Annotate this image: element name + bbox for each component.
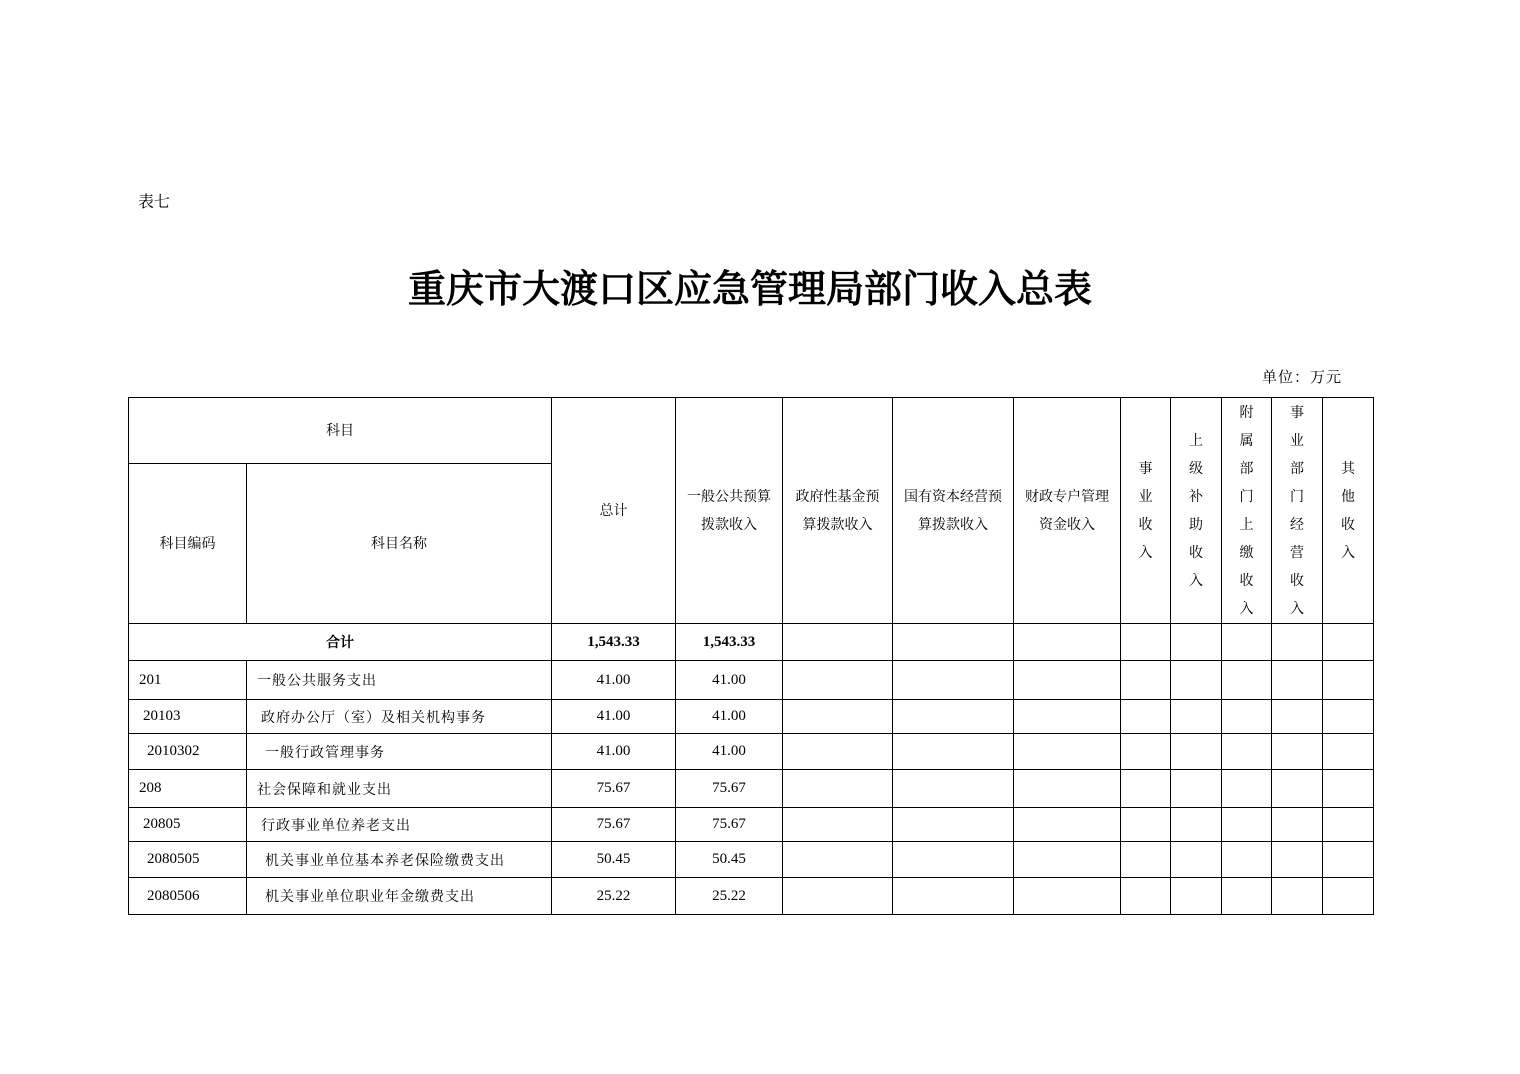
row-empty-cell — [1171, 734, 1222, 770]
row-empty-cell — [1323, 734, 1374, 770]
row-empty-cell — [1323, 878, 1374, 915]
header-other-income: 其他收入 — [1323, 398, 1374, 624]
row-empty-cell — [1171, 808, 1222, 842]
table-row — [129, 842, 1374, 878]
row-empty-cell — [893, 770, 1014, 808]
header-gov-fund: 政府性基金预算拨款收入 — [783, 398, 893, 624]
row-empty-cell — [1014, 661, 1121, 700]
row-empty-cell — [1323, 842, 1374, 878]
row-empty-cell — [1121, 842, 1171, 878]
row-general-budget: 75.67 — [676, 770, 783, 808]
row-empty-cell — [1222, 770, 1272, 808]
total-total: 1,543.33 — [552, 624, 676, 661]
row-empty-cell — [1171, 842, 1222, 878]
row-general-budget: 25.22 — [676, 878, 783, 915]
row-empty-cell — [1121, 700, 1171, 734]
row-code: 2010302 — [129, 734, 247, 770]
row-empty-cell — [1272, 734, 1323, 770]
row-total: 41.00 — [552, 700, 676, 734]
unit-label: 单位：万元 — [1261, 368, 1342, 386]
row-empty-cell — [893, 700, 1014, 734]
row-empty-cell — [1222, 661, 1272, 700]
row-empty-cell — [783, 842, 893, 878]
row-empty-cell — [1014, 842, 1121, 878]
row-empty-cell — [1323, 661, 1374, 700]
row-empty-cell — [1014, 700, 1121, 734]
row-empty-cell — [893, 661, 1014, 700]
total-general-budget: 1,543.33 — [676, 624, 783, 661]
header-state-capital: 国有资本经营预算拨款收入 — [893, 398, 1014, 624]
row-empty-cell — [1121, 661, 1171, 700]
row-empty-cell — [1272, 700, 1323, 734]
row-name: 一般行政管理事务 — [247, 734, 552, 770]
row-total: 41.00 — [552, 661, 676, 700]
row-code: 208 — [129, 770, 247, 808]
row-empty-cell — [1171, 661, 1222, 700]
row-empty-cell — [1272, 808, 1323, 842]
row-general-budget: 50.45 — [676, 842, 783, 878]
row-empty-cell — [1222, 808, 1272, 842]
row-total: 25.22 — [552, 878, 676, 915]
total-row — [129, 624, 1374, 661]
row-empty-cell — [1121, 808, 1171, 842]
header-affiliated-turnover: 附属部门上缴收入 — [1222, 398, 1272, 624]
row-empty-cell — [1171, 770, 1222, 808]
header-special-fund: 财政专户管理资金收入 — [1014, 398, 1121, 624]
header-business-operation: 事业部门经营收入 — [1272, 398, 1323, 624]
row-code: 20805 — [129, 808, 247, 842]
row-empty-cell — [893, 808, 1014, 842]
row-empty-cell — [1121, 770, 1171, 808]
total-label: 合计 — [129, 624, 552, 661]
row-empty-cell — [893, 878, 1014, 915]
row-name: 社会保障和就业支出 — [247, 770, 552, 808]
row-empty-cell — [1323, 808, 1374, 842]
row-general-budget: 41.00 — [676, 661, 783, 700]
row-name: 机关事业单位职业年金缴费支出 — [247, 878, 552, 915]
row-empty-cell — [1121, 878, 1171, 915]
row-empty-cell — [783, 878, 893, 915]
row-empty-cell — [1323, 770, 1374, 808]
row-total: 41.00 — [552, 734, 676, 770]
header-general-budget: 一般公共预算拨款收入 — [676, 398, 783, 624]
table-row — [129, 734, 1374, 770]
row-empty-cell — [1272, 842, 1323, 878]
table-number-label: 表七 — [138, 192, 171, 211]
row-empty-cell — [1121, 734, 1171, 770]
income-summary-table — [128, 397, 1374, 915]
table-row — [129, 700, 1374, 734]
row-name: 一般公共服务支出 — [247, 661, 552, 700]
row-empty-cell — [1171, 700, 1222, 734]
row-empty-cell — [1272, 770, 1323, 808]
row-empty-cell — [893, 842, 1014, 878]
row-code: 201 — [129, 661, 247, 700]
row-general-budget: 41.00 — [676, 700, 783, 734]
row-empty-cell — [1171, 878, 1222, 915]
header-subject: 科目 — [129, 398, 552, 464]
header-name: 科目名称 — [247, 464, 552, 624]
row-empty-cell — [1014, 734, 1121, 770]
row-empty-cell — [1272, 878, 1323, 915]
row-empty-cell — [783, 770, 893, 808]
table-row — [129, 878, 1374, 915]
row-empty-cell — [783, 734, 893, 770]
header-business-income: 事业收入 — [1121, 398, 1171, 624]
row-name: 机关事业单位基本养老保险缴费支出 — [247, 842, 552, 878]
table-row — [129, 661, 1374, 700]
row-empty-cell — [893, 734, 1014, 770]
row-general-budget: 75.67 — [676, 808, 783, 842]
page-title: 重庆市大渡口区应急管理局部门收入总表 — [407, 266, 1092, 311]
row-empty-cell — [1222, 842, 1272, 878]
row-empty-cell — [783, 700, 893, 734]
row-empty-cell — [1222, 734, 1272, 770]
row-total: 75.67 — [552, 770, 676, 808]
row-total: 50.45 — [552, 842, 676, 878]
header-superior-subsidy: 上级补助收入 — [1171, 398, 1222, 624]
row-code: 2080505 — [129, 842, 247, 878]
table-row — [129, 808, 1374, 842]
row-empty-cell — [1014, 770, 1121, 808]
row-empty-cell — [783, 808, 893, 842]
header-total: 总计 — [552, 398, 676, 624]
row-empty-cell — [1222, 700, 1272, 734]
table-row — [129, 770, 1374, 808]
row-name: 行政事业单位养老支出 — [247, 808, 552, 842]
row-empty-cell — [783, 661, 893, 700]
row-total: 75.67 — [552, 808, 676, 842]
header-code: 科目编码 — [129, 464, 247, 624]
row-empty-cell — [1272, 661, 1323, 700]
row-name: 政府办公厅（室）及相关机构事务 — [247, 700, 552, 734]
row-code: 20103 — [129, 700, 247, 734]
row-empty-cell — [1222, 878, 1272, 915]
row-code: 2080506 — [129, 878, 247, 915]
row-empty-cell — [1014, 878, 1121, 915]
row-empty-cell — [1014, 808, 1121, 842]
row-general-budget: 41.00 — [676, 734, 783, 770]
row-empty-cell — [1323, 700, 1374, 734]
